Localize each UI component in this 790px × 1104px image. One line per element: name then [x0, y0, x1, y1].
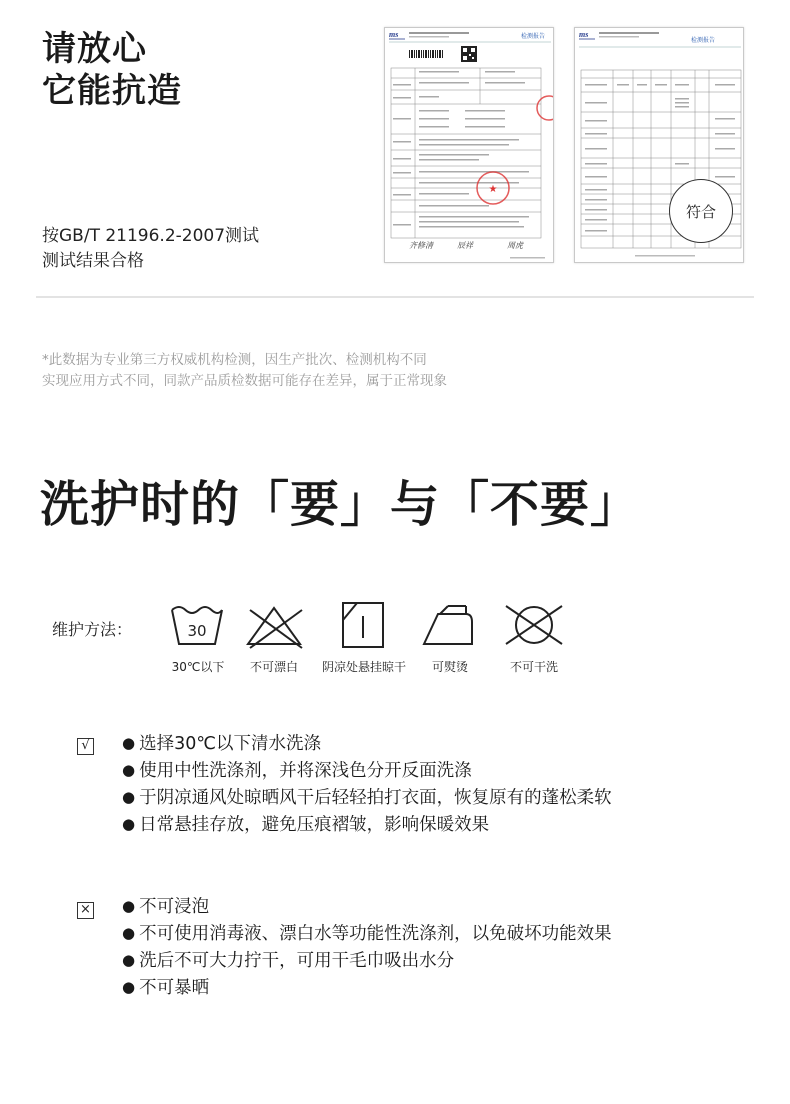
dont-list — [122, 894, 612, 1002]
list-item: ● 不可暴晒 — [122, 975, 612, 1002]
test-standard-line-2: 测试结果合格 — [42, 251, 144, 271]
wash-30-icon — [167, 600, 227, 650]
list-item: ● 不可使用消毒液、漂白水等功能性洗涤剂，以免破坏功能效果 — [122, 921, 612, 948]
disclaimer-line-1: *此数据为专业第三方权威机构检测，因生产批次、检测机构不同 — [42, 352, 427, 368]
care-caption-iron: 可熨烫 — [431, 660, 469, 674]
report-header-1: 检测报告 — [520, 33, 545, 40]
report-header-2: 检测报告 — [690, 37, 715, 44]
report-logo-1: ms — [389, 30, 399, 39]
headline-line-1: 请放心 — [42, 29, 147, 69]
do-list — [122, 731, 612, 839]
no-dry-clean-icon — [504, 600, 564, 650]
do-check-icon: √ — [77, 738, 94, 755]
svg-text:辰祥: 辰祥 — [457, 241, 473, 250]
no-bleach-icon — [244, 600, 304, 650]
care-caption-no-bleach: 不可漂白 — [249, 660, 299, 674]
list-item: ● 于阴凉通风处晾晒风干后轻轻拍打衣面，恢复原有的蓬松柔软 — [122, 785, 612, 812]
qr-code — [461, 46, 477, 62]
test-standard-line-1: 按GB/T 21196.2-2007测试 — [42, 226, 260, 246]
dont-cross-icon: × — [77, 902, 94, 919]
pass-badge-text: 符合 — [685, 202, 716, 221]
test-report-image-2 — [574, 27, 744, 263]
iron-icon — [420, 600, 480, 650]
list-item: ● 日常悬挂存放，避免压痕褶皱，影响保暖效果 — [122, 812, 612, 839]
list-item: ● 不可浸泡 — [122, 894, 612, 921]
care-caption-no-dry-clean: 不可干洗 — [509, 660, 559, 674]
care-section-title: 洗护时的「要」与「不要」 — [40, 476, 641, 533]
barcode — [409, 50, 443, 58]
report-document-1 — [385, 28, 554, 263]
svg-text:周虎: 周虎 — [507, 241, 523, 250]
report-signatures — [409, 241, 524, 250]
shade-hang-dry-icon — [333, 600, 393, 650]
care-method-label: 维护方法： — [52, 620, 133, 639]
report-logo-2: ms — [579, 30, 589, 39]
svg-text:★: ★ — [488, 184, 498, 195]
svg-text:齐修清: 齐修清 — [409, 241, 433, 250]
disclaimer — [42, 350, 447, 392]
care-caption-wash: 30℃以下 — [171, 660, 225, 674]
list-item: ● 选择30℃以下清水洗涤 — [122, 731, 612, 758]
headline-line-2: 它能抗造 — [42, 71, 182, 111]
section-divider — [36, 296, 754, 298]
headline — [42, 28, 182, 112]
disclaimer-line-2: 实现应用方式不同，同款产品质检数据可能存在差异，属于正常现象 — [42, 373, 447, 389]
wash-temp-text: 30 — [187, 622, 207, 640]
care-caption-dry: 阴凉处悬挂晾干 — [321, 660, 407, 674]
list-item: ● 使用中性洗涤剂，并将深浅色分开反面洗涤 — [122, 758, 612, 785]
test-report-image-1 — [384, 27, 554, 263]
test-standard — [42, 224, 259, 274]
list-item: ● 洗后不可大力拧干，可用干毛巾吸出水分 — [122, 948, 612, 975]
pass-badge — [669, 179, 733, 243]
